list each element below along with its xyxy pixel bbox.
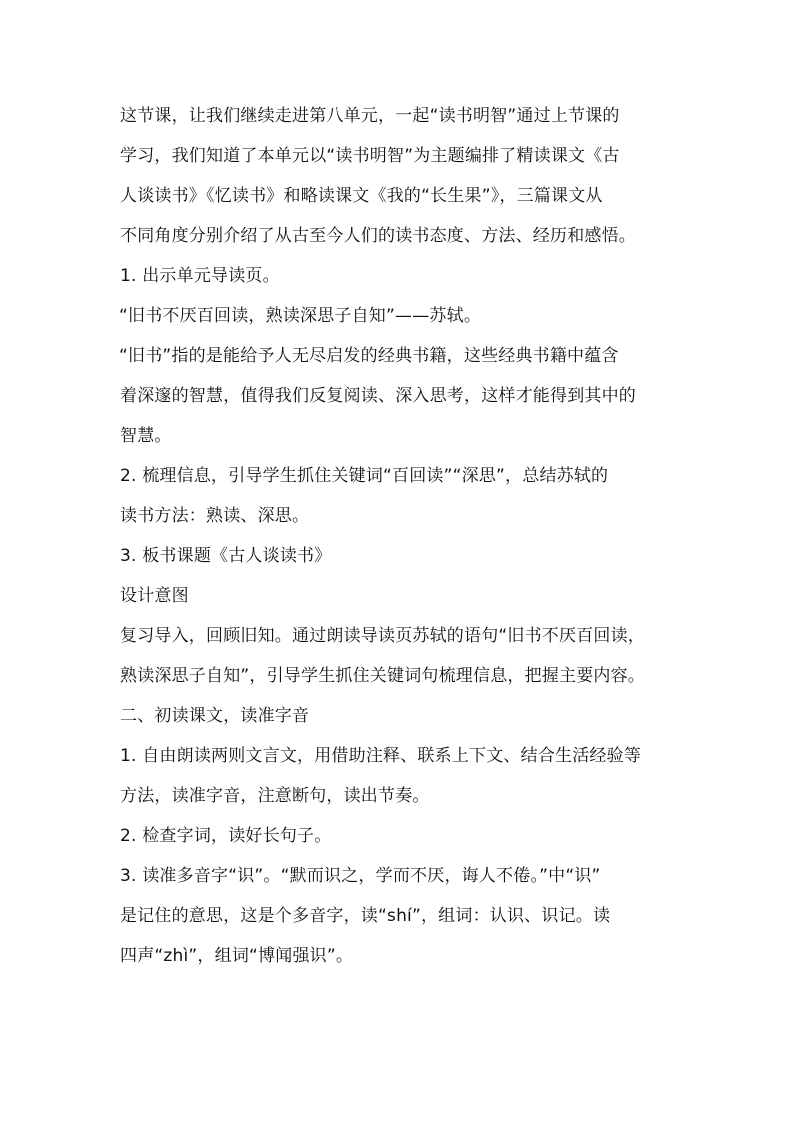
paragraph-line: 是记住的意思，这是个多音字，读“shí”，组词：认识、识记。读	[120, 906, 611, 926]
paragraph-line: “旧书”指的是能给予人无尽启发的经典书籍，这些经典书籍中蕴含	[119, 346, 619, 366]
paragraph-line: 着深邃的智慧，值得我们反复阅读、深入思考，这样才能得到其中的	[120, 386, 636, 406]
section-heading: 二、初读课文，读准字音	[120, 706, 310, 726]
paragraph-line: 这节课，让我们继续走进第八单元，一起“读书明智”通过上节课的	[120, 106, 620, 126]
paragraph-line: 读书方法：熟读、深思。	[120, 506, 310, 526]
list-item: 3. 读准多音字“识”。“默而识之，学而不厌，诲人不倦。”中“识”	[120, 866, 601, 886]
section-heading: 设计意图	[120, 586, 189, 606]
paragraph-line: 熟读深思子自知”，引导学生抓住关键词句梳理信息，把握主要内容。	[120, 666, 646, 686]
paragraph-line: 不同角度分别介绍了从古至今人们的读书态度、方法、经历和感悟。	[120, 226, 636, 246]
quote-line: “旧书不厌百回读，熟读深思子自知”——苏轼。	[119, 306, 482, 326]
paragraph-line: 方法，读准字音，注意断句，读出节奏。	[120, 786, 430, 806]
paragraph-line: 人谈读书》《忆读书》和略读课文《我的“长生果”》，三篇课文从	[120, 186, 603, 206]
list-item: 2. 检查字词，读好长句子。	[120, 826, 332, 846]
paragraph-line: 学习，我们知道了本单元以“读书明智”为主题编排了精读课文《古	[120, 146, 620, 166]
paragraph-line: 复习导入，回顾旧知。通过朗读导读页苏轼的语句“旧书不厌百回读，	[120, 626, 646, 646]
list-item: 1. 出示单元导读页。	[120, 266, 280, 286]
paragraph-line: 智慧。	[120, 426, 172, 446]
paragraph-line: 四声“zhì”，组词“博闻强识”。	[120, 946, 354, 966]
list-item: 3. 板书课题《古人谈读书》	[120, 546, 332, 566]
list-item: 1. 自由朗读两则文言文，用借助注释、联系上下文、结合生活经验等	[120, 746, 642, 766]
list-item: 2. 梳理信息，引导学生抓住关键词“百回读”“深思”，总结苏轼的	[120, 466, 609, 486]
